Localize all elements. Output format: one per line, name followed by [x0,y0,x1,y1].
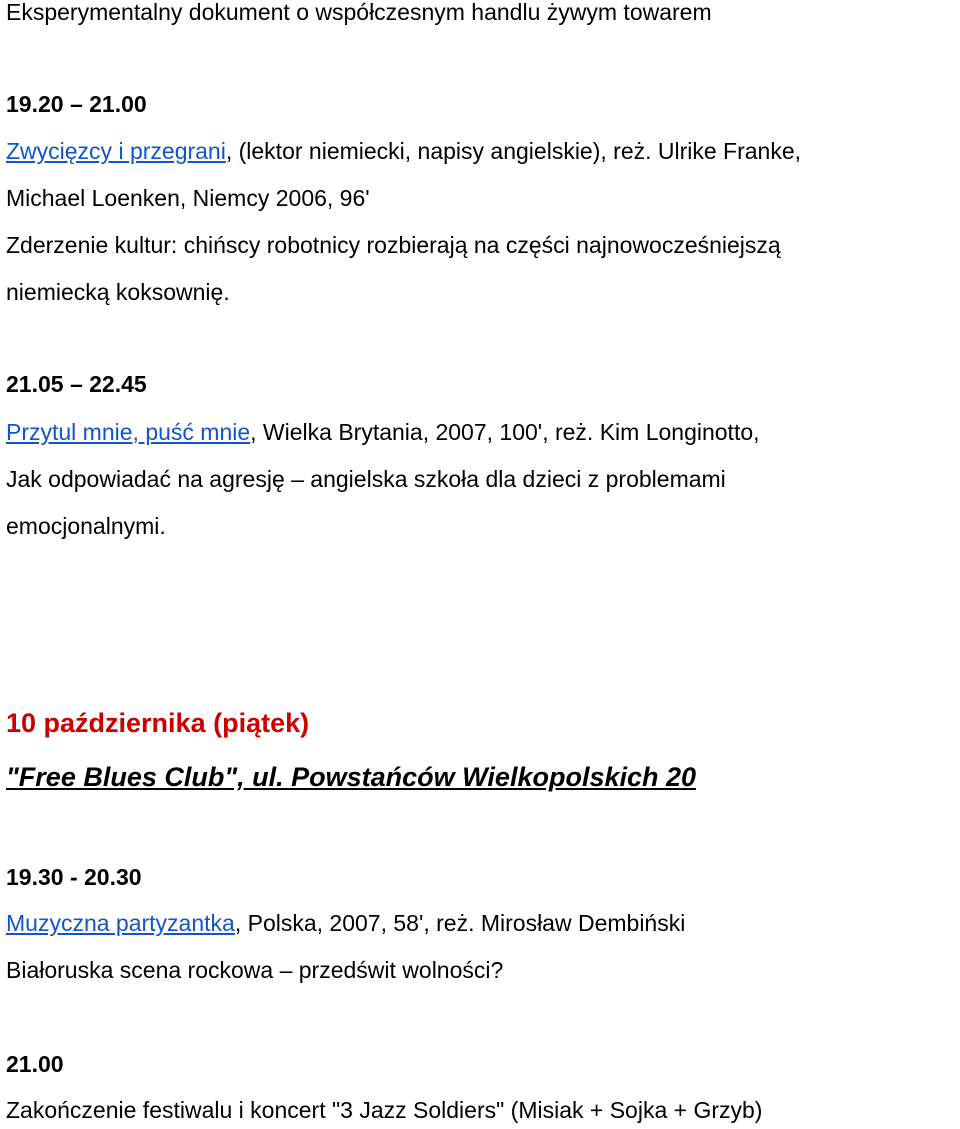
event3-details-line1 [6,909,685,937]
intro-title: Eksperymentalny dokument o współczesnym handlu żywym towarem [6,0,712,25]
event2-film-link[interactable]: Przytul mnie, puść mnie [6,419,251,445]
event3-description-line1: Białoruska scena rockowa – przedświt wolności? [6,957,504,983]
event1-details-line1 [6,137,801,165]
event2-description-line1: Jak odpowiadać na agresję – angielska szkoła dla dzieci z problemami [6,466,726,492]
event2-details-text: , Wielka Brytania, 2007, 100', reż. Kim Longinotto, [250,419,760,445]
event2-description-line2: emocjonalnymi. [6,513,166,539]
day-heading: 10 października (piątek) [6,708,310,738]
event3-time: 19.30 - 20.30 [6,864,142,890]
event1-details-line2: Michael Loenken, Niemcy 2006, 96' [6,185,370,211]
event1-description-line1: Zderzenie kultur: chińscy robotnicy rozbierają na części najnowocześniejszą [6,232,781,258]
event3-film-link[interactable]: Muzyczna partyzantka [6,910,235,936]
event2-time: 21.05 – 22.45 [6,371,147,397]
event3-details-text: , Polska, 2007, 58', reż. Mirosław Dembiński [234,910,686,936]
event1-time: 19.20 – 21.00 [6,91,147,117]
event2-details-line1 [6,418,760,446]
event4-time: 21.00 [6,1051,64,1077]
event1-film-link[interactable]: Zwycięzcy i przegrani [6,138,226,164]
venue-heading: "Free Blues Club", ul. Powstańców Wielkopolskich 20 [6,762,697,792]
event1-description-line2: niemiecką koksownię. [6,279,230,305]
event4-description-line1: Zakończenie festiwalu i koncert "3 Jazz Soldiers" (Misiak + Sojka + Grzyb) [6,1097,763,1123]
event1-details-text: , (lektor niemiecki, napisy angielskie), reż. Ulrike Franke, [225,138,802,164]
